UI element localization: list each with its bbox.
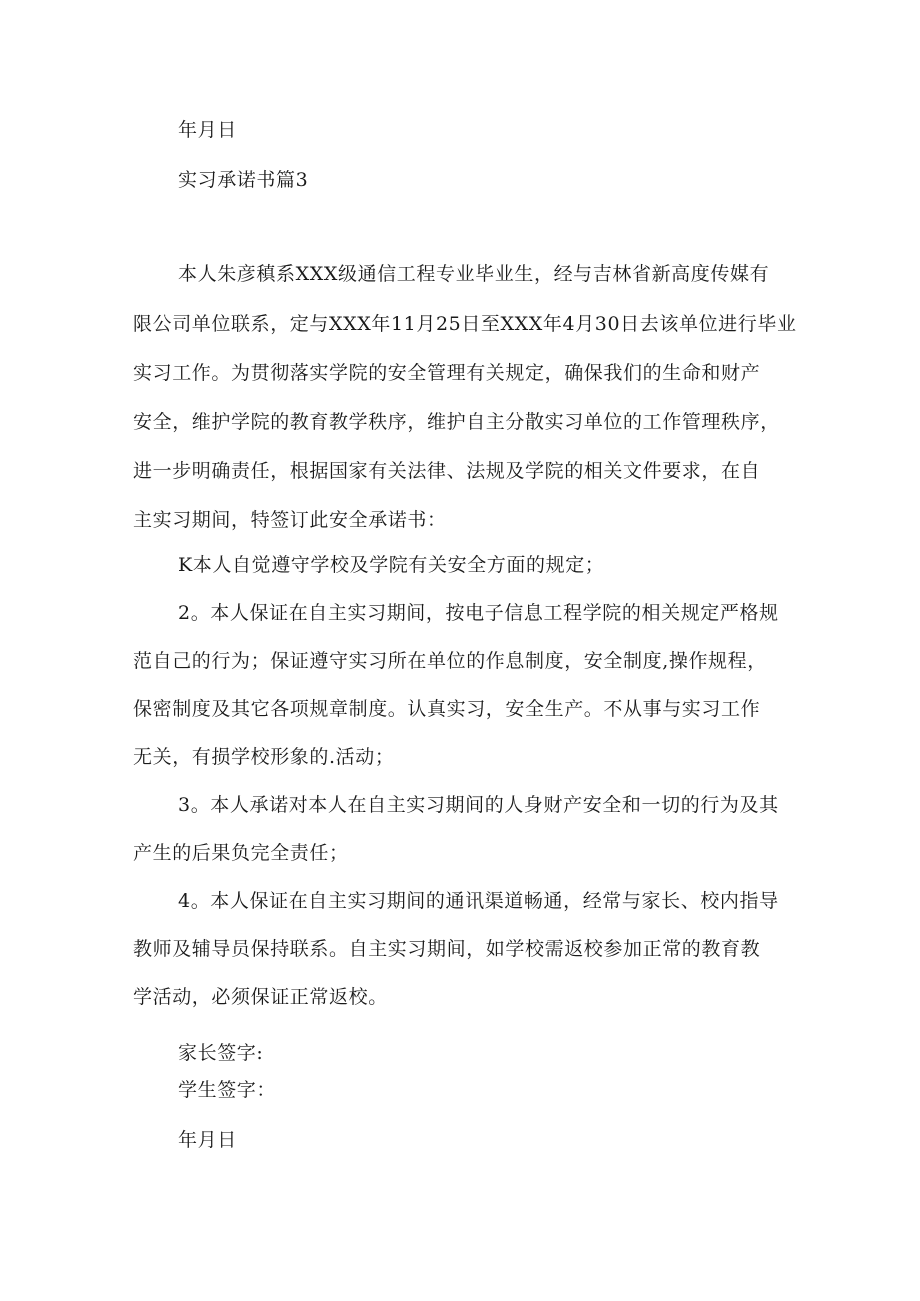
student-signature-label: 学生签字： (178, 1079, 277, 1101)
paragraph-line: 本人朱彦稹系XXX级通信工程专业毕业生，经与吉林省新高度传媒有 (178, 263, 770, 285)
paragraph-line: 实习工作。为贯彻落实学院的安全管理有关规定，确保我们的生命和财产 (133, 362, 761, 384)
item-line: 学活动，必须保证正常返校。 (133, 986, 388, 1008)
parent-signature-label: 家长签字: (178, 1042, 264, 1064)
paragraph-line: 限公司单位联系，定与XXX年11月25日至XXX年4月30日去该单位进行毕业 (133, 313, 797, 335)
item-line: 3。本人承诺对本人在自主实习期间的人身财产安全和一切的行为及其 (178, 794, 779, 816)
item-line: 范自己的行为；保证遵守实习所在单位的作息制度，安全制度,操作规程， (133, 650, 767, 672)
item-line: 产生的后果负完全责任； (133, 842, 349, 864)
paragraph-line: 安全，维护学院的教育教学秩序，维护自主分散实习单位的工作管理秩序， (133, 411, 780, 433)
date-bottom: 年月日 (178, 1129, 237, 1151)
item-line: 无关，有损学校形象的.活动； (133, 746, 395, 768)
item-line: 2。本人保证在自主实习期间，按电子信息工程学院的相关规定严格规 (178, 602, 779, 624)
document-heading: 实习承诺书篇3 (178, 169, 309, 191)
paragraph-line: 进一步明确责任，根据国家有关法律、法规及学院的相关文件要求，在自 (133, 460, 761, 482)
item-line: 教师及辅导员保持联系。自主实习期间，如学校需返校参加正常的教育教 (133, 938, 761, 960)
item-line: K本人自觉遵守学校及学院有关安全方面的规定； (178, 554, 605, 576)
paragraph-line: 主实习期间，特签订此安全承诺书： (133, 509, 447, 531)
item-line: 保密制度及其它各项规章制度。认真实习，安全生产。不从事与实习工作 (133, 698, 761, 720)
date-top: 年月日 (178, 119, 237, 141)
item-line: 4。本人保证在自主实习期间的通讯渠道畅通，经常与家长、校内指导 (178, 890, 779, 912)
